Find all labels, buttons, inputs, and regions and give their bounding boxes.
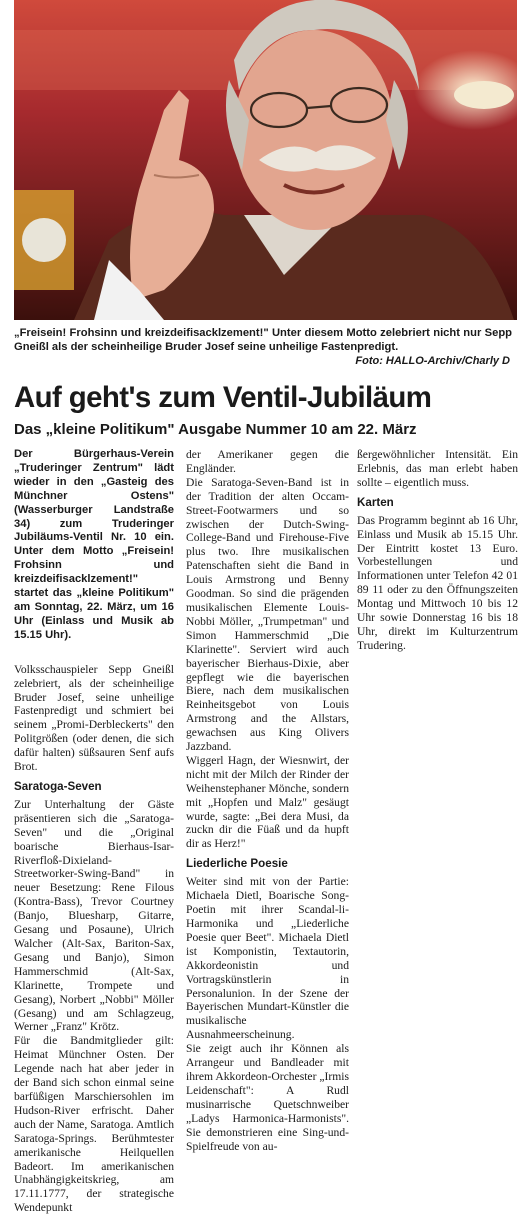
body-paragraph: Wiggerl Hagn, der Wiesnwirt, der nicht mit der Milch der Rinder der Weihenstephaner Mönche, sondern mit „Hopfen und Malz" gesäugt wurde, sagte: „Bei dera Musi, da zuckn dir die Füaß und da hupft dir as Herz!" [186,753,349,851]
body-paragraph: Das Programm beginnt ab 16 Uhr, Einlass und Musik ab 15.15 Uhr. Der Eintritt kostet 13 Euro. Vorbestellungen und Informationen unter Telefon 42 01 89 11 oder zu den Öffnungszeiten Montag und Mittwoch 10 bis 12 Uhr sowie Donnerstag 16 bis 18 Uhr, direkt im Kulturzentrum Trudering. [357,513,518,652]
photo-caption: „Freisein! Frohsinn und kreizdeifisacklzement!" Unter diesem Motto zelebriert nicht nur Sepp Gneißl als der scheinheilige Bruder Josef seine unheilige Fastenpredigt. [14,327,512,353]
section-heading-poesie: Liederliche Poesie [186,857,288,871]
photo-illustration [14,0,517,320]
article-subheadline: Das „kleine Politikum" Ausgabe Nummer 10 am 22. März [14,421,417,438]
body-paragraph: Weiter sind mit von der Partie: Michaela Dietl, Boarische Song-Poetin mit ihrer Scandal-li-Harmonika und „Liederliche Poesie quer Beet". Michaela Dietl ist Komponistin, Textautorin, Akkordeonistin und Vortragskünstlerin in Personalunion. In der Szene der Bayerischen Mundart-Künstler die musikalische Ausnahmeerscheinung. [186,875,349,1042]
body-paragraph: Für die Bandmitglieder gilt: Heimat Münchner Osten. Der Legende nach hat aber jeder in der Band sich schon einmal seine barfüßigen Marschiersohlen im Hudson-River erfrischt. Daher auch der Name, Saratoga. Amtlich Saratoga-Springs. Berühmtester amerikanische Heilquellen Badeort. Im amerikanischen Unabhängigkeitskrieg, am 17.11.1777, der strategische Wendepunkt [14,1034,174,1215]
article-headline: Auf geht's zum Ventil-Jubiläum [14,381,432,414]
section-heading-karten: Karten [357,495,394,509]
body-paragraph: ßergewöhnlicher Intensität. Ein Erlebnis, das man erlebt haben sollte – eigentlich muss. [357,448,518,489]
article-column-2 [186,448,349,1153]
article-column-1 [14,448,174,1215]
photo-credit: Foto: HALLO-Archiv/Charly D [355,355,510,367]
article-column-3 [357,448,518,653]
body-paragraph: der Amerikaner gegen die Engländer. [186,448,349,475]
body-paragraph: Sie zeigt auch ihr Können als Arrangeur und Bandleader mit ihrem Akkordeon-Orchester „Irmis Leidenschaft": A Rudl musinarrische Quetschnweiber „Ladys Harmonica-Harmonists". Sie demonstrieren eine Sing-und-Spielfreude von au- [186,1042,349,1153]
section-heading-saratoga: Saratoga-Seven [14,779,102,793]
body-paragraph: Die Saratoga-Seven-Band ist in der Tradition der alten Occam-Street-Footwarmers und so zwischen der Dutch-Swing-College-Band und Firehouse-Five plus two. Ihre musikalischen Patenschaften sieht die Band in Louis Armstrong und Benny Goodman. So sind die prägenden musikalischen Elemente Louis-Nobbi Möller, „Trumpetman" und Simon Hammerschmid „Die Klarinette". Serviert wird auch bayerischer Bierhaus-Dixie, aber gepflegt wie die bayerischen Biere, nach dem musikalischen Reinheitsgebot von Louis Armstrong and the Allstars, gewachsen aus King Olivers Jazzband. [186,475,349,754]
body-paragraph: Volksschauspieler Sepp Gneißl zelebriert, als der scheinheilige Bruder Josef, seine unheilige Fastenpredigt und schmiert bei seinem „Promi-Derbleckerts" den Politgrößen (oder denen, die sich dafür halten) süßsauren Senf aufs Brot. [14,662,174,774]
body-paragraph: Zur Unterhaltung der Gäste präsentieren sich die „Saratoga-Seven" und die „Original boarische Bierhaus-Isar-Riverfloß-Dixieland-Streetworker-Swing-Band" in neuer Besetzung: Rene Filous (Kontra-Bass), Trevor Courtney (Banjo, Bluesharp, Gitarre, Gesang und Posaune), Ulrich Walcher (Alt-Sax, Bariton-Sax, Gesang und Banjo), Simon Hammerschmid (Alt-Sax, Klarinette, Trompete und Gesang), Norbert „Nobbi" Möller (Gesang) und am Schlagzeug, Werner „Franz" Krötz. [14,797,174,1034]
lead-paragraph: Der Bürgerhaus-Verein „Truderinger Zentrum" lädt wieder in den „Gasteig des Münchner Ostens" (Wasserburger Landstraße 34) zum Truderinger Jubiläums-Ventil Nr. 10 ein. Unter dem Motto „Freisein! Frohsinn und kreizdeifisacklzement!" startet das „kleine Politikum" am Sonntag, 22. März, um 16 Uhr (Einlass und Musik ab 15.15 Uhr). [14,448,174,641]
article-photo [14,0,517,320]
